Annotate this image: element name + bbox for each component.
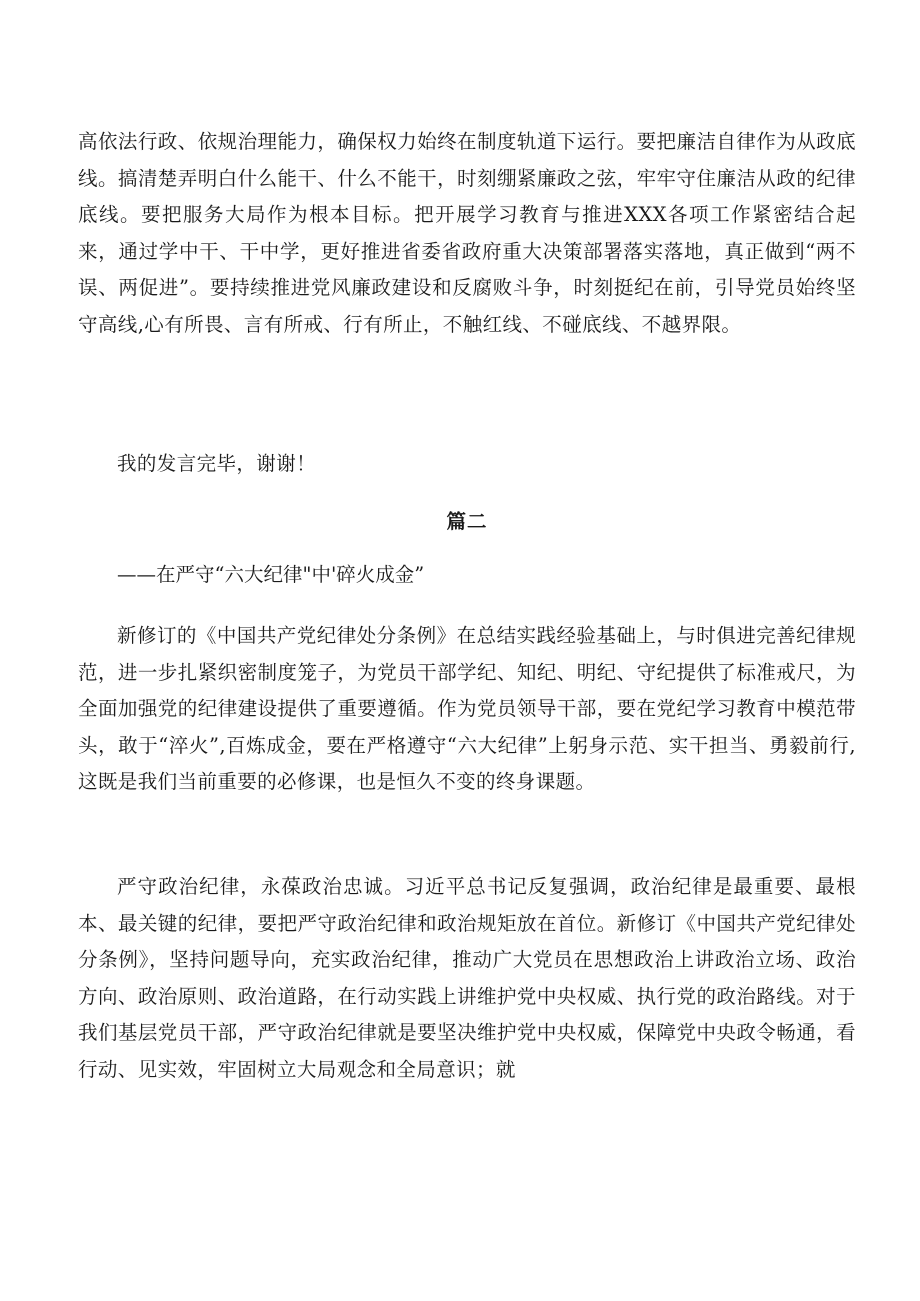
paragraph-regulations-intro: 新修订的《中国共产党纪律处分条例》在总结实践经验基础上，与时俱进完善纪律规范，进一步扎紧织密制度笼子，为党员干部学纪、知纪、明纪、守纪提供了标准戒尺，为全面加强党的纪律建设提供了重要遵循。作为党员领导干部，要在党纪学习教育中模范带头，敢于“淬火”,百炼成金，要在严格遵守“六大纪律”上躬身示范、实干担当、勇毅前行,这既是我们当前重要的必修课，也是恒久不变的终身课题。 xyxy=(78,624,856,794)
paragraph-integrity-conclusion: 高依法行政、依规治理能力，确保权力始终在制度轨道下运行。要把廉洁自律作为从政底线。搞清楚弄明白什么能干、什么不能干，时刻绷紧廉政之弦，牢牢守住廉洁从政的纪律底线。要把服务大局作为根本目标。把开展学习教育与推进XXX各项工作紧密结合起来，通过学中干、干中学，更好推进省委省政府重大决策部署落实落地，真正做到“两不误、两促进”。要持续推进党风廉政建设和反腐败斗争，时刻挺纪在前，引导党员始终坚守高线,心有所畏、言有所戒、行有所止，不触红线、不碰底线、不越界限。 xyxy=(78,130,856,336)
section-heading: 篇二 xyxy=(446,510,488,533)
paragraph-political-discipline: 严守政治纪律，永葆政治忠诚。习近平总书记反复强调，政治纪律是最重要、最根本、最关键的纪律，要把严守政治纪律和政治规矩放在首位。新修订《中国共产党纪律处分条例》，坚持问题导向，充实政治纪律，推动广大党员在思想政治上讲政治立场、政治方向、政治原则、政治道路，在行动实践上讲维护党中央权威、执行党的政治路线。对于我们基层党员干部，严守政治纪律就是要坚决维护党中央权威，保障党中央政令畅通，看行动、见实效，牢固树立大局观念和全局意识；就 xyxy=(78,875,856,1081)
paragraph-closing-remark: 我的发言完毕，谢谢！ xyxy=(117,452,317,475)
section-subtitle: ——在严守“六大纪律"中'碎火成金” xyxy=(117,563,425,586)
